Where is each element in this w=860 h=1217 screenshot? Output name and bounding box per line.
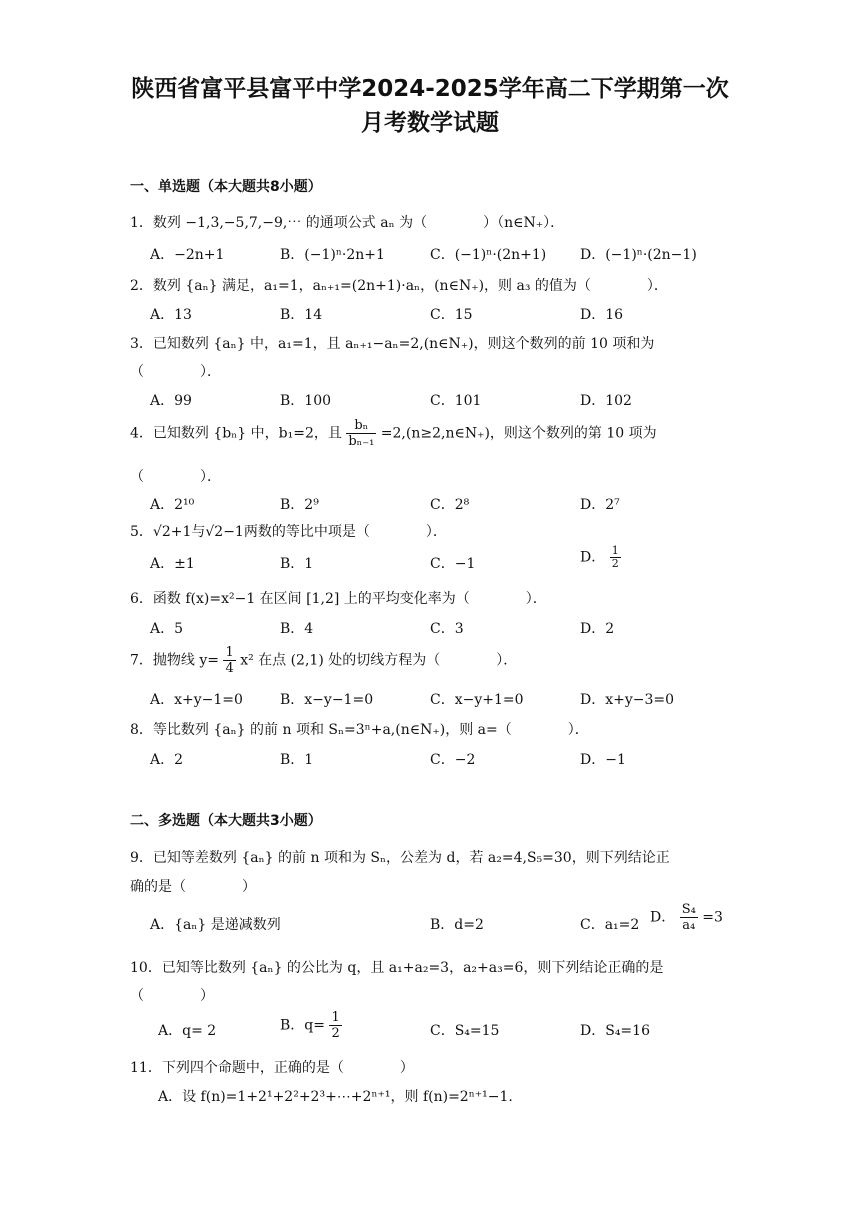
question-7-fraction-denominator: 4	[225, 661, 234, 676]
q4-option-b[interactable]: B．2⁹	[280, 497, 319, 513]
q3-option-b[interactable]: B．100	[280, 393, 332, 409]
q2-option-a[interactable]: A．13	[150, 307, 192, 323]
q6-option-a[interactable]: A．5	[150, 621, 184, 637]
q5-option-d-denominator: 2	[611, 557, 619, 570]
q5-option-d-fraction	[610, 545, 621, 570]
q10-option-c[interactable]: C．S₄=15	[430, 1023, 500, 1039]
q9-option-d-numerator: S₄	[681, 902, 696, 917]
question-4-fraction-numerator: bₙ	[346, 418, 376, 434]
q9-option-b[interactable]: B．d=2	[430, 917, 484, 933]
section-heading-multiple-choice: 二、多选题（本大题共3小题）	[130, 813, 322, 829]
q9-option-a[interactable]: A．{aₙ} 是递减数列	[150, 917, 281, 933]
q10-option-b-label: B．q=	[280, 1017, 325, 1034]
question-5: 5．√2+1与√2−1两数的等比中项是（ ）．	[130, 524, 447, 540]
page-title	[0, 72, 860, 140]
question-4	[130, 418, 657, 449]
question-10-continued: （ ）	[130, 988, 214, 1004]
q7-option-b[interactable]: B．x−y−1=0	[280, 692, 374, 708]
q10-option-b[interactable]	[280, 1010, 342, 1041]
q10-option-a[interactable]: A．q= 2	[158, 1023, 217, 1039]
q10-option-d[interactable]: D．S₄=16	[580, 1023, 650, 1039]
q9-option-c[interactable]: C．a₁=2	[580, 917, 640, 933]
q5-option-d[interactable]	[580, 545, 621, 570]
q10-option-b-denominator: 2	[331, 1026, 340, 1041]
question-7-fraction-numerator: 1	[225, 645, 234, 660]
q2-option-d[interactable]: D．16	[580, 307, 624, 323]
q2-option-c[interactable]: C．15	[430, 307, 473, 323]
question-6: 6．函数 f(x)=x²−1 在区间 [1,2] 上的平均变化率为（ ）．	[130, 591, 547, 607]
question-4-stem: 4．已知数列 {bₙ} 中，b₁=2，且	[130, 425, 342, 442]
question-4-continued: （ ）．	[130, 469, 221, 485]
q8-option-d[interactable]: D．−1	[580, 752, 626, 768]
question-8: 8．等比数列 {aₙ} 的前 n 项和 Sₙ=3ⁿ+a,(n∈N₊)，则 a=（ ）．	[130, 722, 589, 738]
question-7-stem: 7．抛物线 y=	[130, 652, 219, 669]
q9-option-d-value: =3	[702, 909, 723, 926]
q9-option-d-fraction	[680, 902, 698, 933]
q9-option-d-label: D．	[650, 909, 676, 926]
q4-option-d[interactable]: D．2⁷	[580, 497, 620, 513]
q3-option-d[interactable]: D．102	[580, 393, 632, 409]
q8-option-c[interactable]: C．−2	[430, 752, 476, 768]
q5-option-c[interactable]: C．−1	[430, 556, 476, 572]
question-2: 2．数列 {aₙ} 满足，a₁=1，aₙ₊₁=(2n+1)·aₙ，(n∈N₊)，则 a₃ 的值为（ ）．	[130, 278, 668, 294]
q1-option-d[interactable]: D．(−1)ⁿ·(2n−1)	[580, 247, 697, 263]
question-3: 3．已知数列 {aₙ} 中，a₁=1，且 aₙ₊₁−aₙ=2,(n∈N₊)，则这个数列的前 10 项和为	[130, 336, 655, 352]
question-9-continued: 确的是（ ）	[130, 879, 256, 895]
q9-option-d-denominator: a₄	[682, 918, 696, 933]
q1-option-a[interactable]: A．−2n+1	[150, 247, 225, 263]
q8-option-b[interactable]: B．1	[280, 752, 314, 768]
q7-option-a[interactable]: A．x+y−1=0	[150, 692, 243, 708]
q1-option-c[interactable]: C．(−1)ⁿ·(2n+1)	[430, 247, 547, 263]
q6-option-b[interactable]: B．4	[280, 621, 314, 637]
question-4-stem-end: =2,(n≥2,n∈N₊)，则这个数列的第 10 项为	[380, 425, 657, 442]
q4-option-c[interactable]: C．2⁸	[430, 497, 470, 513]
question-7	[130, 645, 517, 676]
q10-option-b-numerator: 1	[331, 1010, 340, 1025]
q4-option-a[interactable]: A．2¹⁰	[150, 497, 195, 513]
q1-option-b[interactable]: B．(−1)ⁿ·2n+1	[280, 247, 385, 263]
question-7-stem-end: x² 在点 (2,1) 处的切线方程为（ ）．	[240, 652, 518, 669]
q8-option-a[interactable]: A．2	[150, 752, 184, 768]
q9-option-d[interactable]	[650, 902, 723, 933]
q3-option-c[interactable]: C．101	[430, 393, 482, 409]
q2-option-b[interactable]: B．14	[280, 307, 323, 323]
question-4-fraction	[346, 418, 376, 449]
q7-option-d[interactable]: D．x+y−3=0	[580, 692, 675, 708]
question-1: 1．数列 −1,3,−5,7,−9,⋯ 的通项公式 aₙ 为（ ）（n∈N₊）．	[130, 215, 565, 231]
q3-option-a[interactable]: A．99	[150, 393, 192, 409]
q5-option-a[interactable]: A．±1	[150, 556, 195, 572]
q10-option-b-fraction	[329, 1010, 341, 1041]
title-line-2: 月考数学试题	[361, 110, 499, 136]
q6-option-d[interactable]: D．2	[580, 621, 615, 637]
question-9: 9．已知等差数列 {aₙ} 的前 n 项和为 Sₙ，公差为 d，若 a₂=4,S₅=30，则下列结论正	[130, 850, 670, 866]
question-7-fraction	[223, 645, 235, 676]
question-11: 11．下列四个命题中，正确的是（ ）	[130, 1060, 414, 1076]
q11-option-a[interactable]: A．设 f(n)=1+2¹+2²+2³+⋯+2ⁿ⁺¹，则 f(n)=2ⁿ⁺¹−1.	[158, 1089, 513, 1105]
section-heading-single-choice: 一、单选题（本大题共8小题）	[130, 179, 322, 195]
question-10: 10．已知等比数列 {aₙ} 的公比为 q，且 a₁+a₂=3，a₂+a₃=6，则下列结论正确的是	[130, 960, 664, 976]
q7-option-c[interactable]: C．x−y+1=0	[430, 692, 524, 708]
question-3-continued: （ ）．	[130, 364, 221, 380]
q5-option-d-numerator: 1	[611, 544, 619, 557]
question-4-fraction-denominator: bₙ₋₁	[348, 434, 375, 449]
q5-option-b[interactable]: B．1	[280, 556, 314, 572]
q5-option-d-label: D．	[580, 549, 606, 566]
q6-option-c[interactable]: C．3	[430, 621, 464, 637]
title-line-1: 陕西省富平县富平中学2024-2025学年高二下学期第一次	[131, 76, 729, 102]
